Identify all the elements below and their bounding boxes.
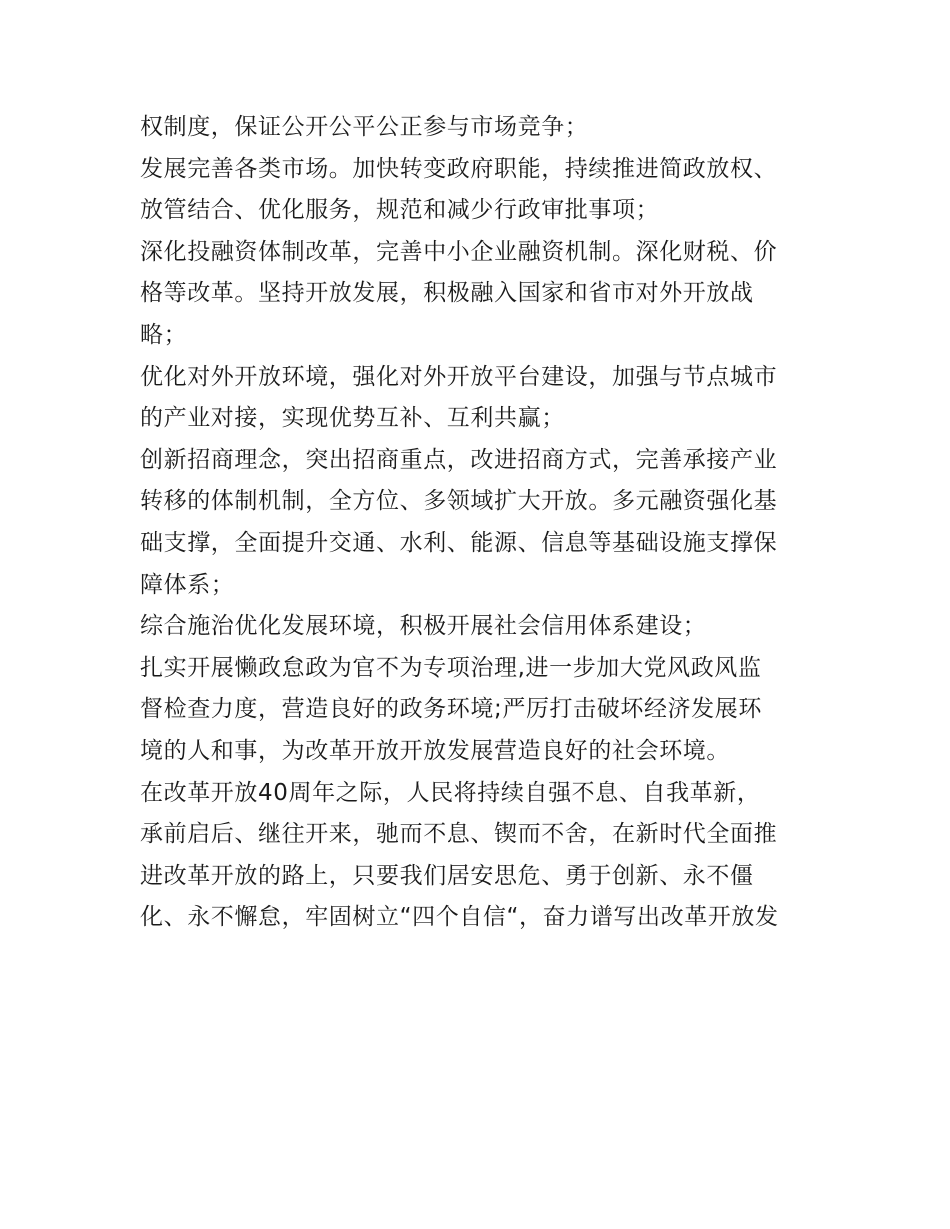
text-line: 创新招商理念，突出招商重点，改进招商方式，完善承接产业 bbox=[140, 446, 778, 473]
text-line: 扎实开展懒政怠政为官不为专项治理,进一步加大党风政风监 bbox=[140, 654, 762, 681]
text-line: 转移的体制机制，全方位、多领域扩大开放。多元融资强化基 bbox=[140, 488, 778, 515]
text-line: 略； bbox=[140, 321, 188, 348]
text-line: 障体系； bbox=[140, 571, 235, 598]
text-line: 础支撑，全面提升交通、水利、能源、信息等基础设施支撑保 bbox=[140, 529, 778, 556]
text-line: 优化对外开放环境，强化对外开放平台建设，加强与节点城市 bbox=[140, 363, 778, 390]
text-line: 境的人和事，为改革开放开放发展营造良好的社会环境。 bbox=[140, 737, 730, 764]
text-line: 化、永不懈怠，牢固树立“四个自信“，奋力谱写出改革开放发 bbox=[140, 904, 779, 931]
text-line: 深化投融资体制改革，完善中小企业融资机制。深化财税、价 bbox=[140, 238, 778, 265]
text-line: 的产业对接，实现优势互补、互利共赢； bbox=[140, 405, 565, 432]
text-line: 督检查力度，营造良好的政务环境;严厉打击破坏经济发展环 bbox=[140, 696, 762, 723]
text-line: 综合施治优化发展环境，积极开展社会信用体系建设； bbox=[140, 613, 707, 640]
body-text bbox=[140, 107, 820, 939]
text-line: 放管结合、优化服务，规范和减少行政审批事项； bbox=[140, 197, 660, 224]
text-line: 权制度，保证公开公平公正参与市场竞争； bbox=[140, 114, 589, 140]
text-line: 在改革开放40周年之际，人民将持续自强不息、自我革新， bbox=[140, 779, 761, 806]
text-line: 进改革开放的路上，只要我们居安思危、勇于创新、永不僵 bbox=[140, 862, 754, 889]
text-line: 承前启后、继往开来，驰而不息、锲而不舍，在新时代全面推 bbox=[140, 821, 778, 848]
text-line: 发展完善各类市场。加快转变政府职能，持续推进简政放权、 bbox=[140, 155, 778, 182]
text-line: 格等改革。坚持开放发展，积极融入国家和省市对外开放战 bbox=[140, 280, 754, 307]
